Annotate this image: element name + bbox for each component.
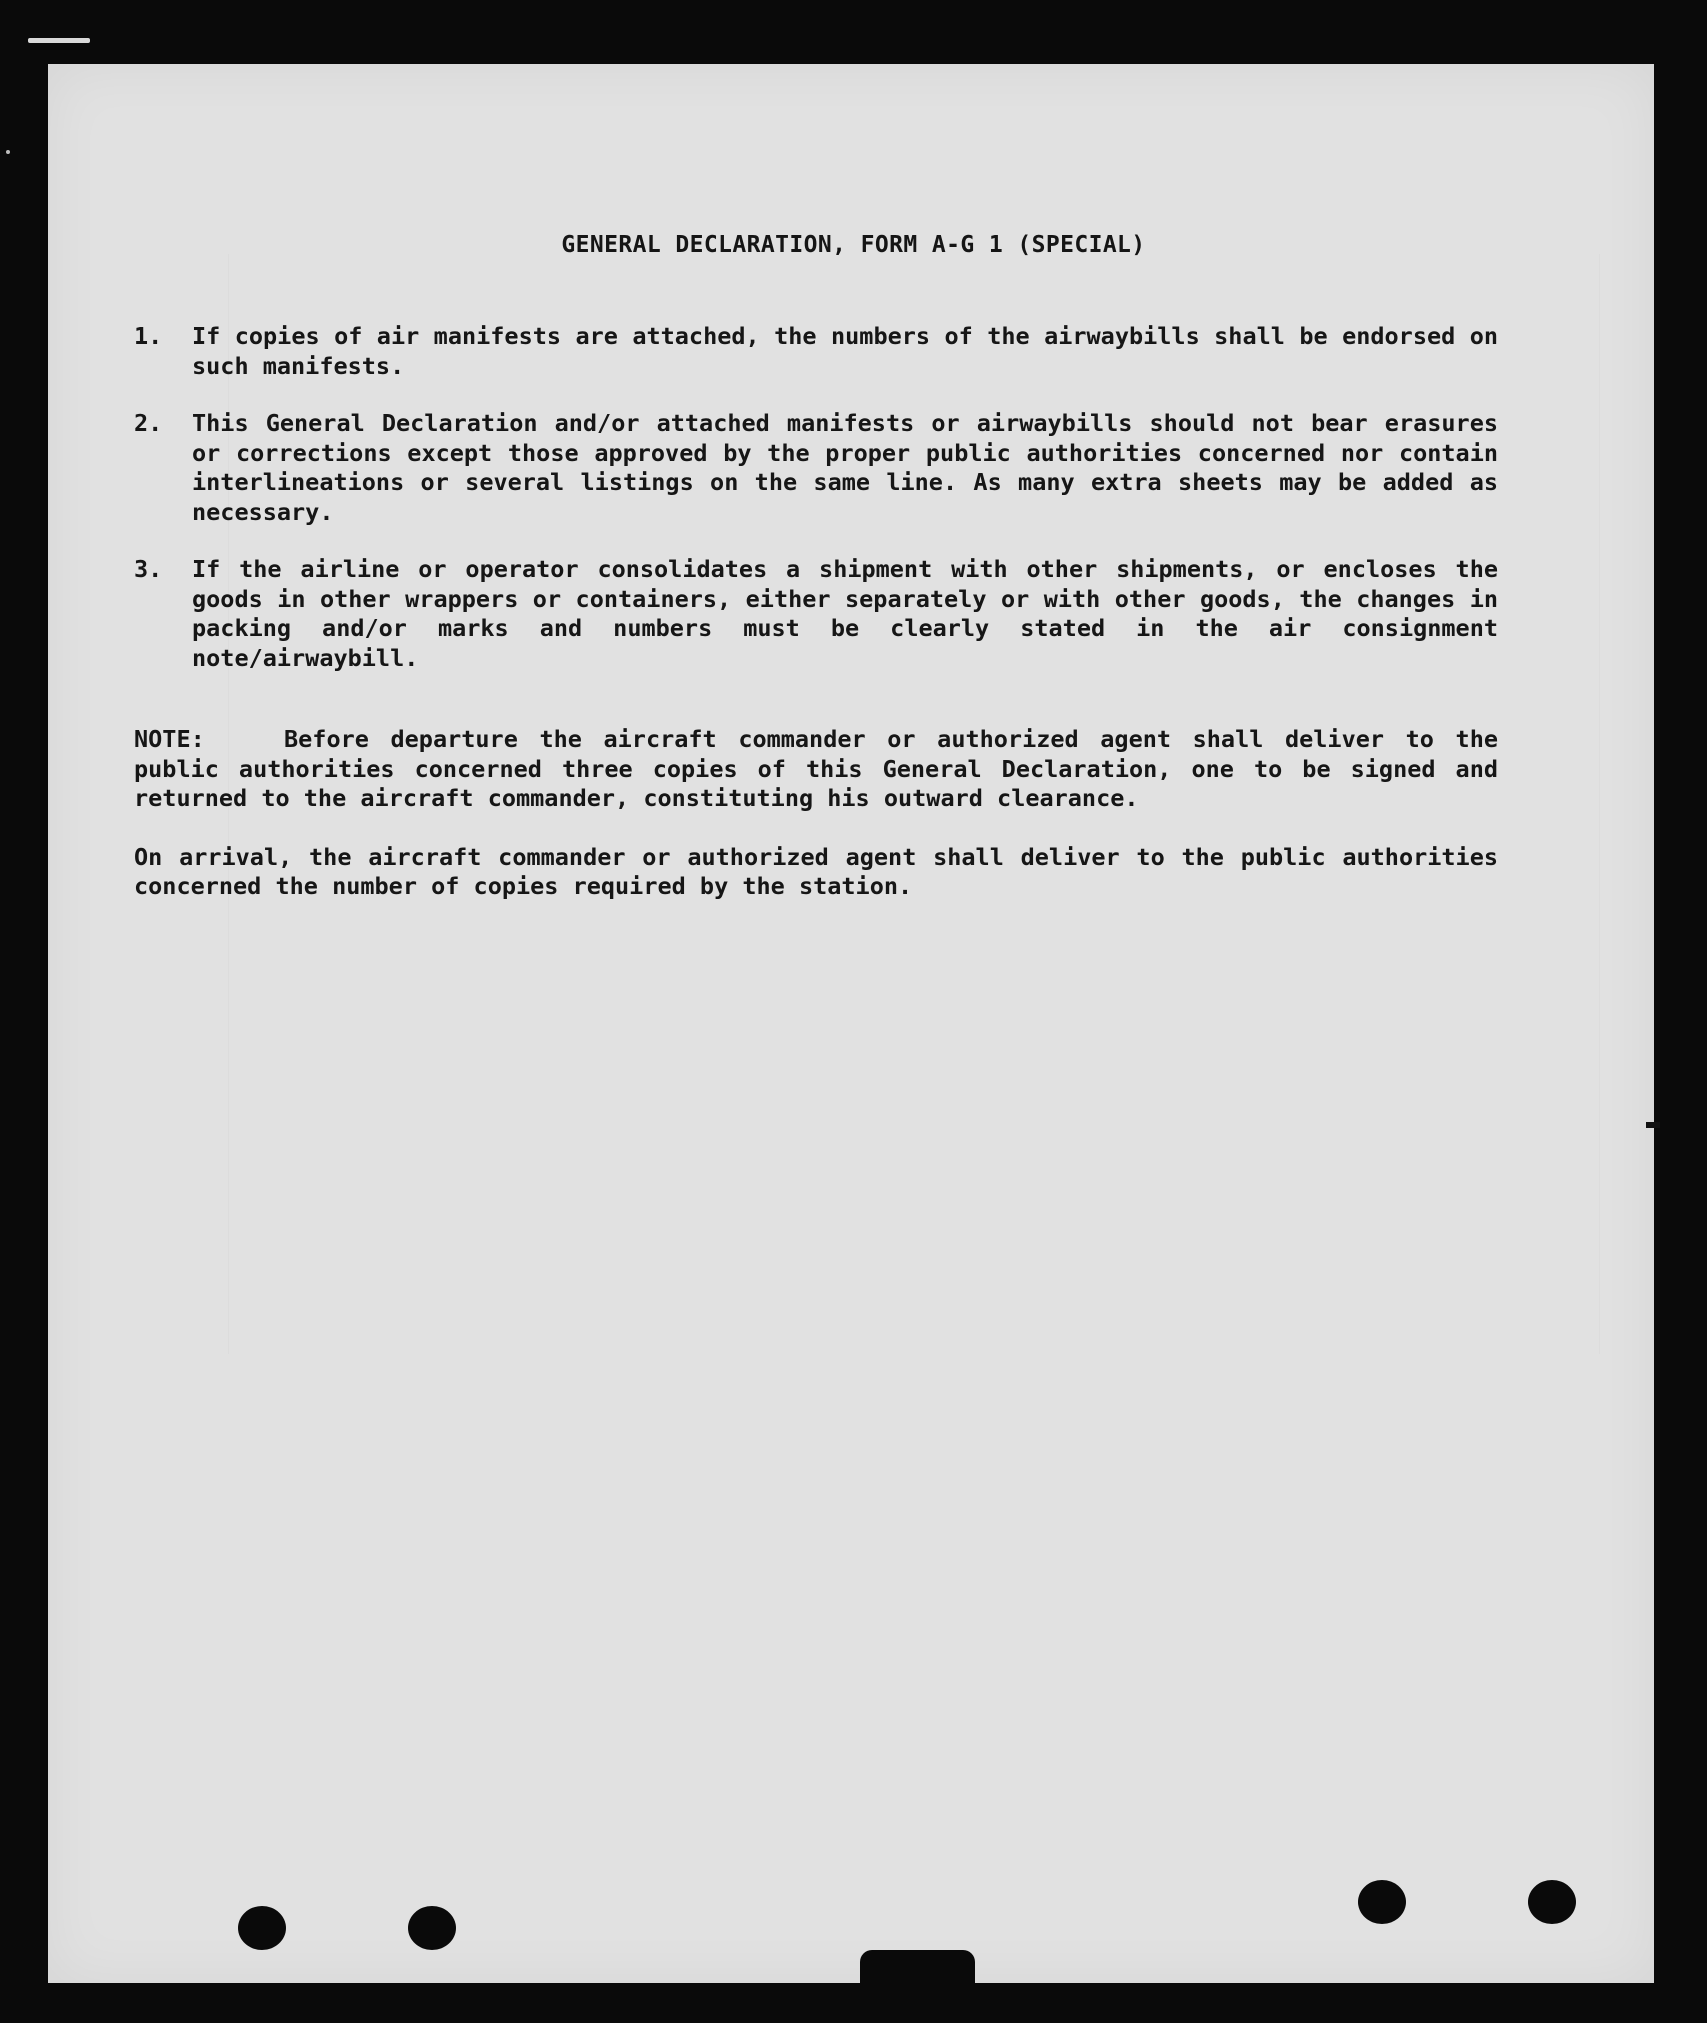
side-scan-mark	[1646, 1122, 1660, 1128]
punch-hole	[408, 1906, 456, 1950]
instruction-item-3	[134, 555, 1498, 673]
item-text: If copies of air manifests are attached, the numbers of the airwaybills shall be endorsed on such manifests.	[192, 322, 1498, 380]
scan-edge-mark	[28, 38, 90, 43]
item-number: 1.	[134, 322, 163, 350]
instruction-item-1	[134, 322, 1498, 381]
note-label: NOTE:	[134, 725, 205, 753]
item-text: If the airline or operator consolidates a shipment with other shipments, or encloses the goods in other wrappers or containers, either separately or with other goods, the changes in packing and/or marks and numbers must be clearly stated in the air consignment note/airwaybill.	[192, 555, 1498, 672]
item-number: 2.	[134, 409, 163, 437]
note-text: Before departure the aircraft commander or authorized agent shall deliver to the public authorities concerned three copies of this General Declaration, one to be signed and returned to the aircraft commander, constituting his outward clearance.	[134, 725, 1498, 812]
document-body	[134, 322, 1498, 902]
punch-hole	[1358, 1880, 1406, 1924]
note-paragraph	[134, 725, 1498, 814]
page-tab-notch	[860, 1950, 975, 1984]
punch-hole	[238, 1906, 286, 1950]
scan-dust-mark	[6, 150, 10, 154]
instruction-item-2	[134, 409, 1498, 527]
item-text: This General Declaration and/or attached manifests or airwaybills should not bear erasures or corrections except those approved by the proper public authorities concerned nor contain interlineations or several listings on the same line. As many extra sheets may be added as necessary.	[192, 409, 1498, 526]
arrival-paragraph: On arrival, the aircraft commander or authorized agent shall deliver to the public authorities concerned the number of copies required by the station.	[134, 842, 1498, 900]
punch-hole	[1528, 1880, 1576, 1924]
item-number: 3.	[134, 555, 163, 583]
document-title: GENERAL DECLARATION, FORM A-G 1 (SPECIAL)	[561, 232, 1146, 258]
